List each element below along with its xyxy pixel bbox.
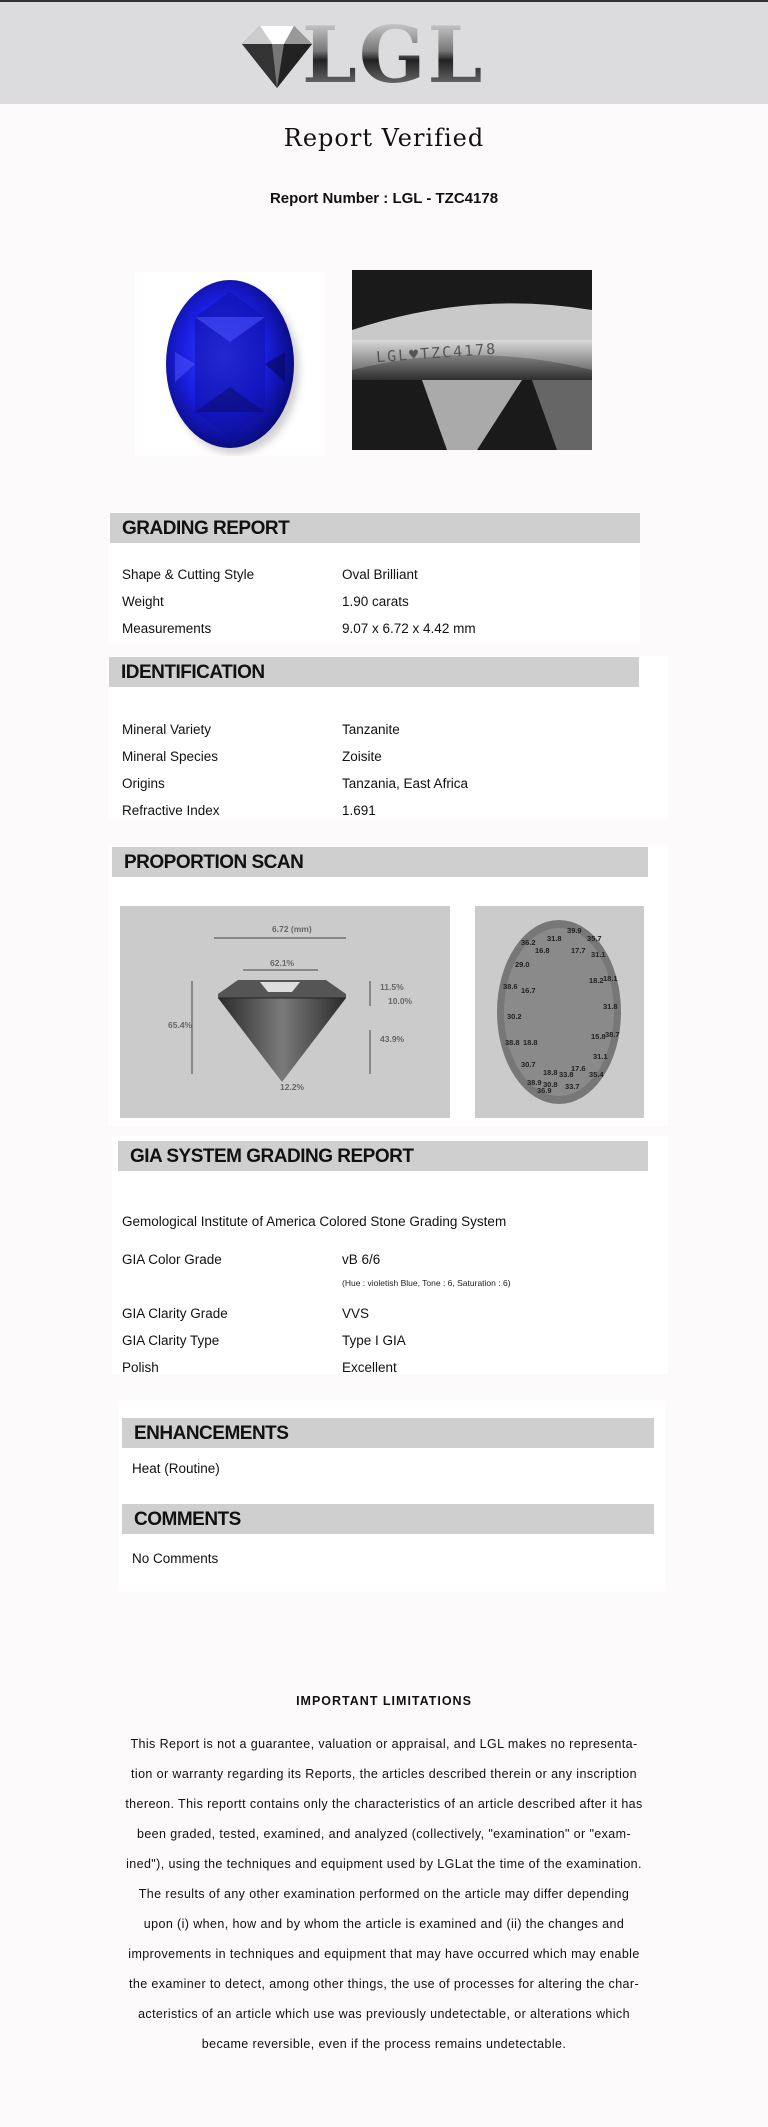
facet-value: 38.8 (505, 1038, 520, 1047)
facet-value: 38.7 (605, 1030, 620, 1039)
facet-value: 31.1 (593, 1052, 608, 1061)
comments-heading: COMMENTS (122, 1504, 654, 1534)
facet-value: 15.8 (591, 1032, 606, 1041)
facet-value: 17.7 (571, 946, 586, 955)
facet-value: 16.8 (535, 946, 550, 955)
limitations-line: thereon. This reportt contains only the characteristics of an article described after it has (125, 1797, 643, 1811)
grading-report-heading: GRADING REPORT (110, 513, 640, 543)
facet-value: 30.8 (543, 1080, 558, 1089)
facet-value: 30.7 (521, 1060, 536, 1069)
facet-value: 38.9 (527, 1078, 542, 1087)
enhancements-heading: ENHANCEMENTS (122, 1418, 654, 1448)
report-number: Report Number : LGL - TZC4178 (269, 190, 499, 207)
facet-value: 29.0 (515, 960, 530, 969)
logo-text: LGL (302, 10, 485, 101)
inscription-text: LGL♥TZC4178 (375, 339, 498, 367)
side-profile-diagram (120, 906, 450, 1118)
facet-value: 30.2 (507, 1012, 522, 1021)
limitations-line: ined"), using the techniques and equipment used by LGLat the time of the examination. (126, 1857, 642, 1871)
top-view-diagram (475, 906, 644, 1118)
facet-value: 18.2 (589, 976, 604, 985)
facet-value: 17.6 (571, 1064, 586, 1073)
facet-value: 39.9 (567, 926, 582, 935)
proportion-scan-heading: PROPORTION SCAN (112, 847, 648, 877)
depth-label: 65.4% (168, 1020, 193, 1030)
facet-value: 33.7 (565, 1082, 580, 1091)
facet-value: 18.8 (523, 1038, 538, 1047)
facet-value: 31.8 (547, 934, 562, 943)
facet-value: 18.1 (603, 974, 618, 983)
facet-value: 16.7 (521, 986, 536, 995)
limitations-line: been graded, tested, examined, and analyzed (collectively, "examination" or "exam- (136, 1827, 632, 1841)
limitations-line: The results of any other examination performed on the article may differ depending (138, 1887, 630, 1901)
lgl-logo (232, 10, 492, 101)
page-title: Report Verified (283, 124, 485, 152)
facet-value: 35.4 (589, 1070, 604, 1079)
facet-value: 31.1 (591, 950, 606, 959)
color-grade-note: (Hue : violetish Blue, Tone : 6, Saturation : 6) (342, 1278, 511, 1288)
header-banner (0, 0, 768, 104)
facet-value: 38.6 (503, 982, 518, 991)
gemstone-photo (135, 272, 325, 456)
inscription-photo (352, 270, 592, 450)
facet-value: 36.2 (521, 938, 536, 947)
limitations-line: This Report is not a guarantee, valuation or appraisal, and LGL makes no representa- (130, 1737, 638, 1751)
crown-label: 11.5% (380, 982, 404, 992)
enhancements-text: Heat (Routine) (132, 1461, 220, 1476)
identification-heading: IDENTIFICATION (109, 657, 639, 687)
width-label: 6.72 (mm) (272, 924, 312, 934)
limitations-line: became reversible, even if the process remains undetectable. (201, 2037, 567, 2051)
limitations-line: the examiner to detect, among other things, the use of processes for altering the char- (128, 1977, 640, 1991)
pavilion-label: 43.9% (380, 1034, 405, 1044)
limitations-line: improvements in techniques and equipment that may have occurred which may enable (128, 1947, 640, 1961)
facet-value: 36.9 (537, 1086, 552, 1095)
culet-label: 12.2% (280, 1082, 305, 1092)
limitations-line: acteristics of an article which use was previously undetectable, or alterations which (138, 2007, 630, 2021)
comments-text: No Comments (132, 1551, 219, 1566)
gia-heading: GIA SYSTEM GRADING REPORT (118, 1141, 648, 1171)
limitations-heading: IMPORTANT LIMITATIONS (296, 1694, 472, 1708)
girdle-label: 10.0% (388, 996, 413, 1006)
limitations-line: tion or warranty regarding its Reports, the articles described therein or any inscription (131, 1767, 637, 1781)
limitations-line: upon (i) when, how and by whom the article is examined and (ii) the changes and (143, 1917, 625, 1931)
facet-value: 18.8 (543, 1068, 558, 1077)
facet-value: 33.8 (559, 1070, 574, 1079)
table-label: 62.1% (270, 958, 295, 968)
facet-value: 35.7 (587, 934, 602, 943)
facet-value: 31.8 (603, 1002, 618, 1011)
